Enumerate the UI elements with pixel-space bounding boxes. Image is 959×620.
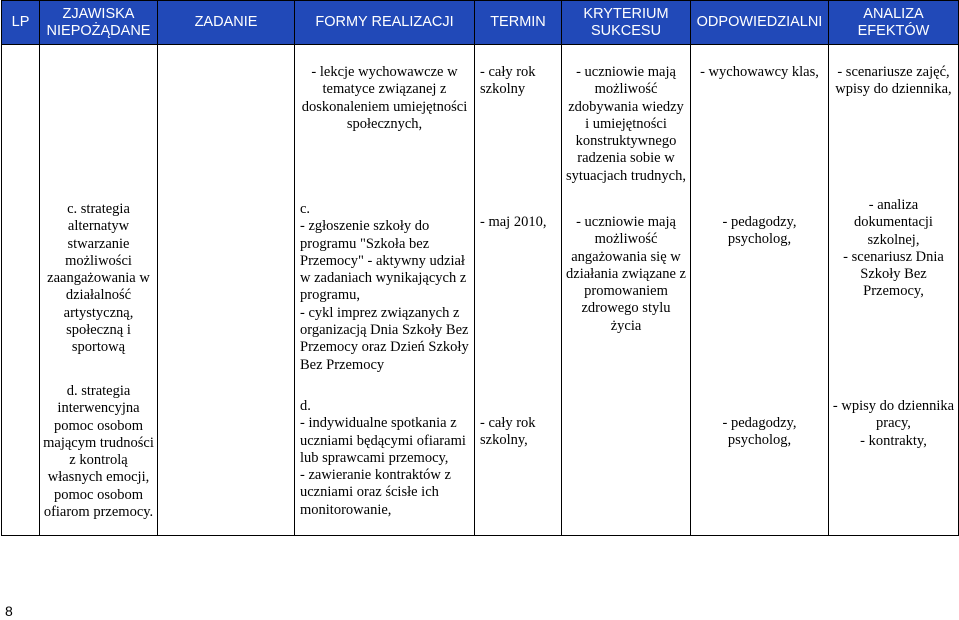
cell-formy: [295, 45, 475, 536]
kryterium-c: - uczniowie mają możliwość angażowania się w działania związane z promowaniem zdrowego stylu życia: [566, 214, 686, 334]
odpowiedzialni-d: - pedagodzy, psycholog,: [722, 415, 797, 449]
kryterium-b: - uczniowie mają możliwość zdobywania wiedzy i umiejętności konstruktywnego radzenia sobie w sytuacjach trudnych,: [566, 64, 686, 184]
header-row: [2, 1, 959, 45]
odpowiedzialni-c: - pedagodzy, psycholog,: [722, 214, 797, 248]
formy-d-text: - indywidualne spotkania z uczniami będącymi ofiarami lub sprawcami przemocy, - zawieranie kontraktów z uczniami oraz ścisłe ich monitorowanie,: [300, 415, 466, 518]
zjawiska-c: c. strategia alternatyw stwarzanie możliwości zaangażowania w działalność artystyczną, społeczną i sportową: [47, 201, 150, 356]
analiza-b: - scenariusze zajęć, wpisy do dziennika,: [835, 64, 952, 98]
formy-d-marker: d.: [300, 398, 311, 414]
odpowiedzialni-b: - wychowawcy klas,: [700, 64, 819, 80]
formy-c-text: - zgłoszenie szkoły do programu "Szkoła bez Przemocy" - aktywny udział w zadaniach wynikających z programu, - cykl imprez związanych z organizacją Dnia Szkoły Bez Przemocy oraz Dzień Szkoły Bez Przemocy: [300, 218, 469, 373]
termin-c: - maj 2010,: [480, 214, 547, 230]
termin-b: - cały rok szkolny: [480, 64, 536, 98]
analiza-d: - wpisy do dziennika pracy, - kontrakty,: [832, 398, 955, 449]
page-number: 8: [5, 603, 13, 619]
header-termin: TERMIN: [475, 1, 562, 45]
cell-zjawiska: [40, 45, 158, 536]
header-lp: LP: [2, 1, 40, 45]
formy-b: - lekcje wychowawcze w tematyce związanej z doskonaleniem umiejętności społecznych,: [301, 64, 468, 132]
header-analiza: ANALIZA EFEKTÓW: [829, 1, 959, 45]
formy-c: [300, 201, 470, 374]
cell-odpowiedzialni: [691, 45, 829, 536]
formy-d: [300, 398, 470, 519]
cell-analiza: [829, 45, 959, 536]
header-kryterium: KRYTERIUM SUKCESU: [562, 1, 691, 45]
cell-termin: [475, 45, 562, 536]
termin-d: - cały rok szkolny,: [480, 415, 536, 449]
analiza-c: - analiza dokumentacji szkolnej, - scenariusz Dnia Szkoły Bez Przemocy,: [843, 197, 944, 300]
table-row: [2, 45, 959, 536]
header-odpowiedzialni: ODPOWIEDZIALNI: [691, 1, 829, 45]
plan-table: [1, 0, 959, 536]
zjawiska-d: d. strategia interwencyjna pomoc osobom mającym trudności z kontrolą własnych emocji, pomoc osobom ofiarom przemocy.: [43, 383, 154, 521]
header-zjawiska: ZJAWISKA NIEPOŻĄDANE: [40, 1, 158, 45]
formy-c-marker: c.: [300, 201, 311, 217]
header-zadanie: ZADANIE: [158, 1, 295, 45]
cell-lp: [2, 45, 40, 536]
cell-kryterium: [562, 45, 691, 536]
cell-zadanie: [158, 45, 295, 536]
header-formy: FORMY REALIZACJI: [295, 1, 475, 45]
